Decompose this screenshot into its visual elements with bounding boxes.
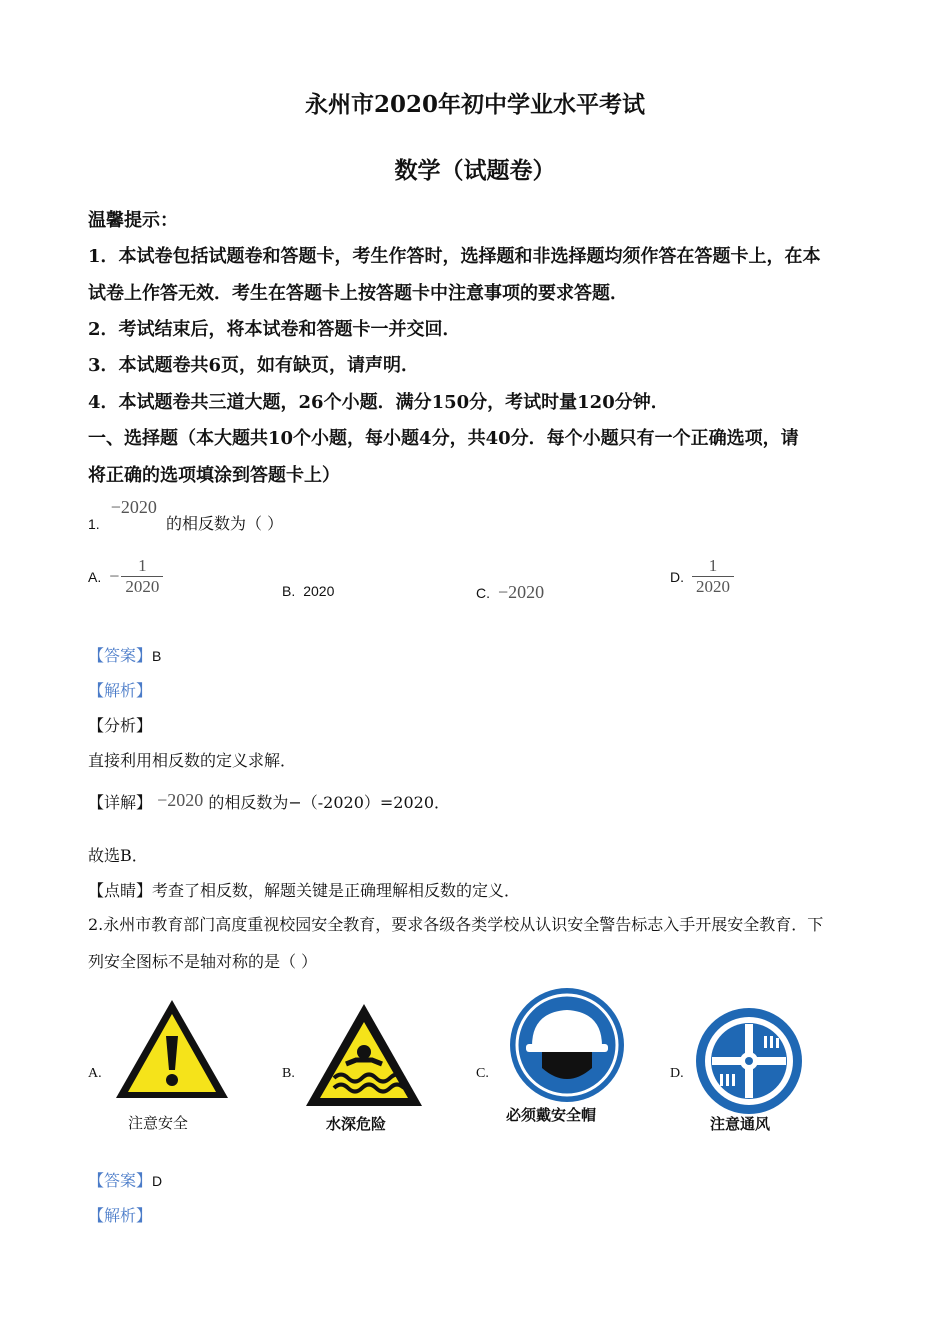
comment-line: [88, 878, 520, 901]
fraction-denominator: 2020: [692, 576, 734, 597]
option-d[interactable]: [670, 1062, 684, 1082]
section-heading-line2: 将正确的选项填涂到答题卡上）: [88, 465, 340, 486]
comment-tag: 【点睛】: [88, 881, 153, 900]
exam-subtitle: 数学（试题卷）: [394, 157, 556, 184]
detail-line: [88, 790, 450, 813]
option-label: D.: [670, 1066, 684, 1081]
question-2-line2: 列安全图标不是轴对称的是（ ）: [88, 952, 318, 971]
section-heading-line1: 一、选择题（本大题共10个小题，每小题4分，共40分．每个小题只有一个正确选项，请: [88, 428, 799, 449]
sign-caption: 必须戴安全帽: [506, 1106, 597, 1124]
fraction-numerator: 1: [138, 556, 147, 575]
swimmer-head: [357, 1045, 371, 1059]
answer-value: B: [152, 648, 162, 664]
answer-line: [88, 1168, 162, 1191]
tips-heading: 温馨提示：: [88, 210, 178, 231]
option-value: −2020: [498, 582, 545, 602]
deep-water-sign-icon: [304, 1002, 424, 1110]
tip-line: 3．本试题卷共6页，如有缺页，请声明．: [88, 355, 420, 376]
sign-caption: 注意通风: [710, 1115, 771, 1133]
detail-expression: −2020: [157, 790, 204, 810]
tip-line: 1．本试卷包括试题卷和答题卡，考生作答时，选择题和非选择题均须作答在答题卡上，在本: [88, 246, 821, 267]
fraction-numerator: 1: [708, 556, 718, 575]
option-label: A.: [88, 568, 102, 585]
hub-center: [745, 1057, 753, 1065]
option-label: B.: [282, 583, 296, 599]
option-a[interactable]: [88, 1062, 102, 1082]
option-c[interactable]: [476, 582, 544, 603]
analysis-tag: 【解析】: [88, 681, 153, 700]
fenxi-text: 直接利用相反数的定义求解．: [88, 751, 297, 770]
detail-text: 的相反数为−（-2020）=2020．: [208, 793, 451, 812]
conclusion: 故选B．: [88, 846, 148, 865]
tip-line: 2．考试结束后，将本试卷和答题卡一并交回．: [88, 319, 461, 340]
option-d[interactable]: [670, 556, 734, 597]
answer-tag: 【答案】: [88, 646, 153, 665]
sign-caption: 注意安全: [128, 1114, 189, 1132]
option-c[interactable]: [476, 1062, 489, 1082]
option-value: 2020: [303, 583, 335, 599]
sign-caption: 水深危险: [326, 1115, 387, 1133]
question-1: [88, 495, 284, 533]
option-label: C.: [476, 1066, 489, 1081]
exam-title: 永州市2020年初中学业水平考试: [304, 91, 645, 118]
tip-line: 4．本试题卷共三道大题，26个小题．满分150分，考试时量120分钟．: [88, 392, 669, 413]
option-label: B.: [282, 1066, 295, 1081]
option-b[interactable]: [282, 583, 334, 599]
exclamation-dot: [166, 1074, 178, 1086]
helmet-brim: [526, 1044, 608, 1052]
question-2-line1: 2.永州市教育部门高度重视校园安全教育，要求各级各类学校从认识安全警告标志入手开展安全教育．下: [88, 915, 824, 934]
hard-hat-sign-icon: [508, 986, 626, 1104]
question-expression: −2020: [110, 497, 157, 517]
option-a[interactable]: [88, 556, 163, 597]
analysis-tag: 【解析】: [88, 1206, 153, 1225]
option-label: D.: [670, 568, 684, 585]
warning-sign-icon: [112, 996, 232, 1104]
answer-line: [88, 643, 161, 666]
option-fraction: [121, 556, 163, 597]
answer-value: D: [152, 1173, 163, 1189]
detail-tag: 【详解】: [88, 793, 153, 812]
option-fraction: [692, 556, 734, 597]
tip-line: 试卷上作答无效．考生在答题卡上按答题卡中注意事项的要求答题．: [88, 283, 628, 304]
fraction-denominator: 2020: [121, 576, 163, 597]
option-b[interactable]: [282, 1062, 295, 1082]
option-label: C.: [476, 584, 490, 601]
ventilation-sign-icon: [694, 1006, 804, 1116]
question-number: 1.: [88, 516, 100, 532]
fenxi-tag: 【分析】: [88, 716, 153, 735]
answer-tag: 【答案】: [88, 1171, 153, 1190]
option-label: A.: [88, 1066, 102, 1081]
comment-text: 考查了相反数，解题关键是正确理解相反数的定义．: [152, 881, 521, 900]
question-text: 的相反数为（ ）: [166, 514, 284, 533]
option-sign: −: [109, 566, 120, 586]
